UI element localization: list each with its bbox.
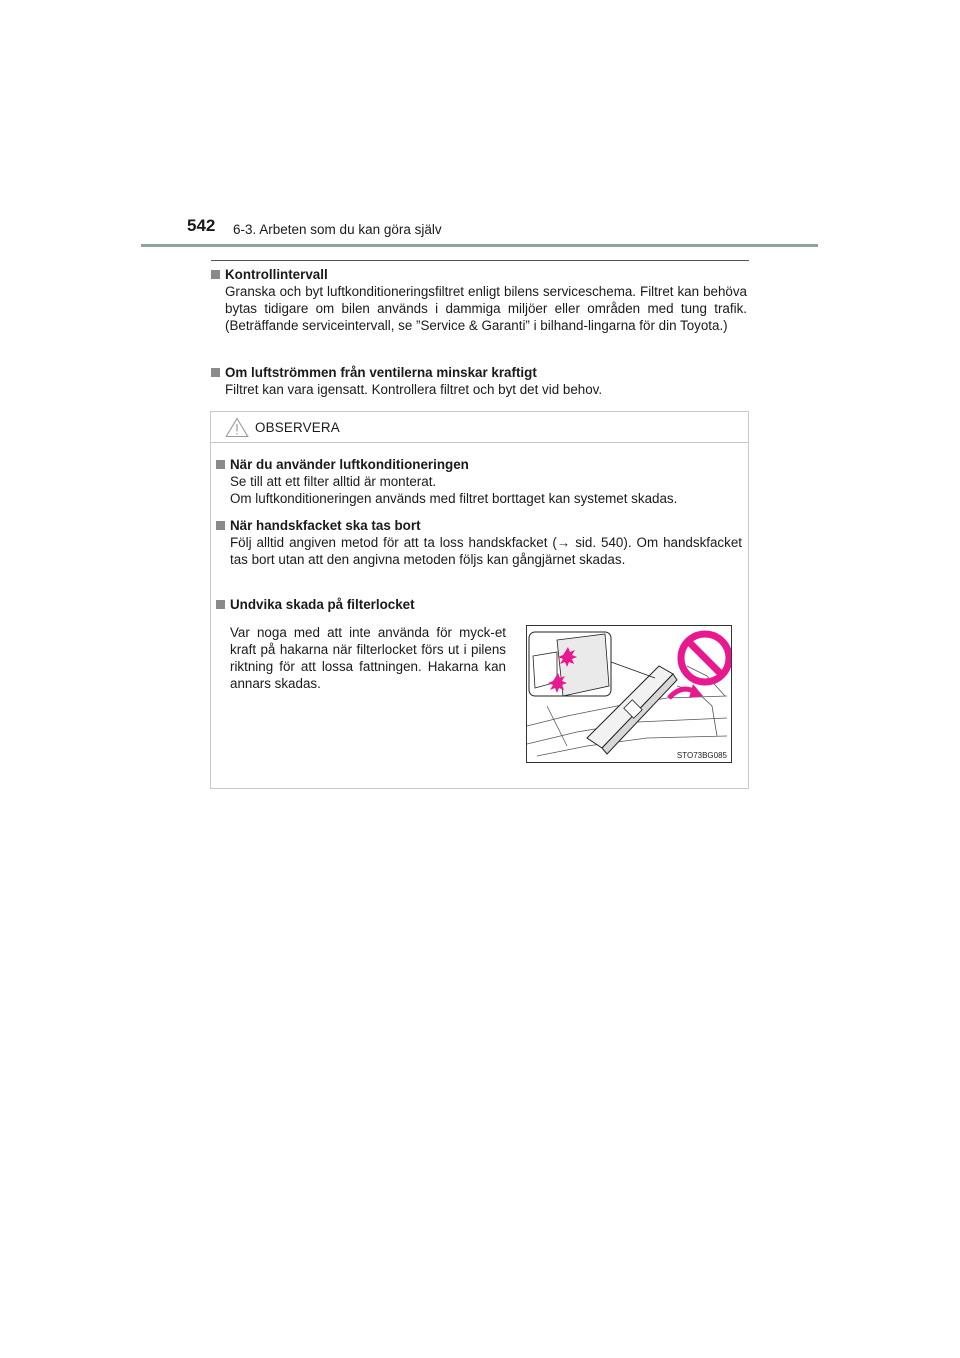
section-body: Granska och byt luftkonditioneringsfiltret enligt bilens serviceschema. Filtret kan behöva bytas tidigare om bilen används i dammiga miljöer eller områden med tung trafik. (Beträffande serviceintervall, se ”Service & Garanti” i bilhand-lingarna för din Toyota.)	[225, 284, 747, 333]
divider	[211, 260, 749, 261]
notice-item-text: Följ alltid angiven metod för att ta loss handskfacket (→ sid. 540). Om handskfacket tas bort utan att den angivna metoden följs kan gångjärnet skadas.	[230, 535, 742, 567]
filter-cover-illustration	[526, 625, 732, 763]
square-bullet-icon	[216, 521, 225, 530]
header-rule	[141, 244, 818, 247]
square-bullet-icon	[211, 270, 220, 279]
notice-item-heading: När handskfacket ska tas bort	[230, 518, 421, 533]
illustration-code: STO73BG085	[676, 751, 727, 760]
notice-header	[211, 412, 748, 443]
notice-item-heading: Undvika skada på filterlocket	[230, 597, 415, 612]
square-bullet-icon	[211, 368, 220, 377]
square-bullet-icon	[216, 600, 225, 609]
warning-triangle-icon	[225, 417, 249, 438]
section-heading: Om luftströmmen från ventilerna minskar kraftigt	[225, 365, 537, 380]
square-bullet-icon	[216, 460, 225, 469]
section-luftstromning	[211, 364, 747, 398]
notice-item-heading: När du använder luftkonditioneringen	[230, 457, 469, 472]
section-heading: Kontrollintervall	[225, 267, 328, 282]
notice-box	[210, 411, 749, 789]
section-kontrollintervall	[211, 266, 747, 334]
page-number: 542	[187, 216, 216, 235]
notice-item-text: Om luftkonditioneringen används med filtret borttaget kan systemet skadas.	[230, 491, 678, 506]
notice-item	[216, 517, 742, 568]
chapter-title: 6-3. Arbeten som du kan göra själv	[233, 222, 442, 237]
section-body: Filtret kan vara igensatt. Kontrollera filtret och byt det vid behov.	[225, 382, 603, 397]
notice-item-text: Se till att ett filter alltid är monterat.	[230, 474, 437, 489]
notice-item	[216, 596, 742, 613]
notice-item-text: Var noga med att inte använda för myck-et kraft på hakarna när filterlocket förs ut i pilens riktning för att lossa fattningen. Hakarna kan annars skadas.	[230, 625, 506, 691]
notice-label: OBSERVERA	[255, 419, 340, 435]
notice-item	[216, 456, 742, 507]
